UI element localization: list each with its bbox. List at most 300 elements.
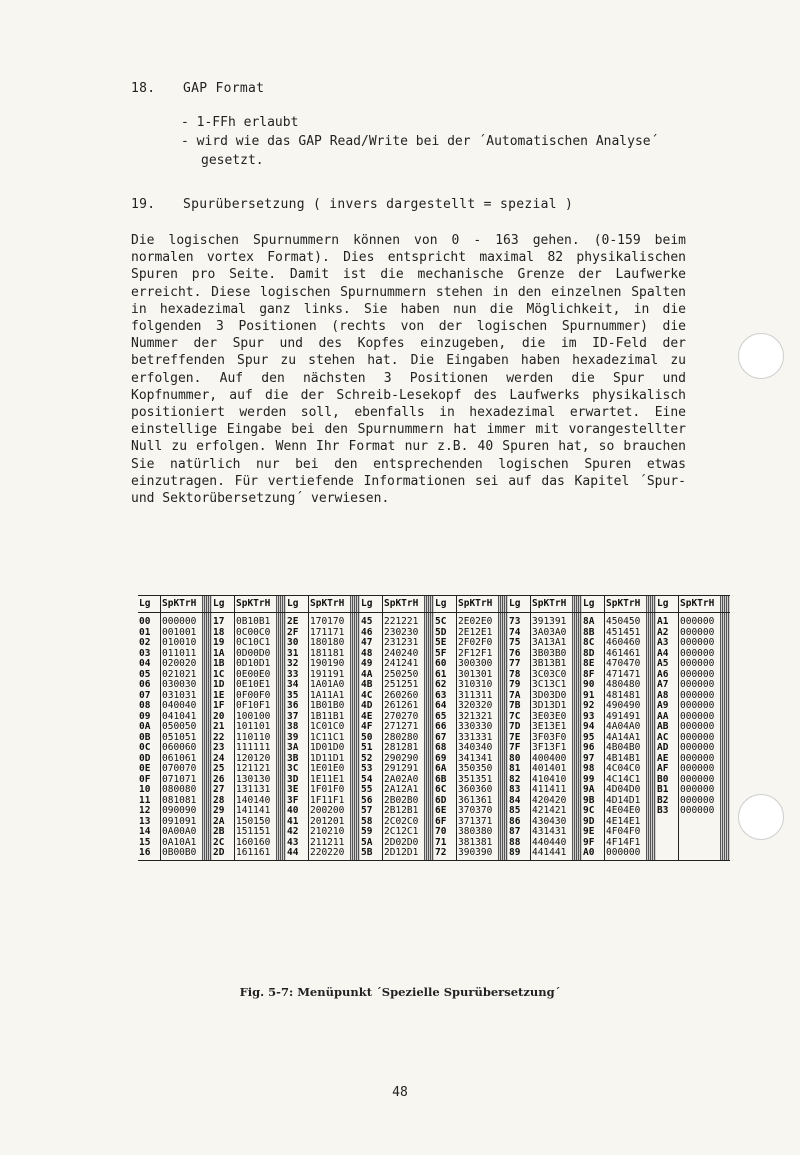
spktrh-cell[interactable]: 171171	[309, 628, 351, 639]
highlight-cell	[202, 785, 212, 796]
spktrh-cell[interactable]: 0A00A0	[161, 827, 203, 838]
spktrh-cell[interactable]: 3A13A1	[531, 638, 573, 649]
spktrh-cell[interactable]: 201201	[309, 817, 351, 828]
spktrh-cell[interactable]: 4B04B0	[605, 743, 647, 754]
logical-track-cell: 9F	[583, 837, 595, 848]
logical-track-cell: 1B	[213, 659, 225, 669]
spktrh-cell[interactable]: 000000	[679, 649, 721, 660]
logical-track-cell: 74	[509, 627, 521, 638]
spktrh-cell[interactable]: 100100	[235, 712, 277, 723]
spktrh-cell[interactable]: 2E02E0	[457, 613, 499, 628]
logical-track-cell: AF	[657, 764, 669, 774]
spktrh-cell[interactable]: 2E12E1	[457, 628, 499, 639]
spktrh-cell[interactable]: 351351	[457, 775, 499, 786]
spktrh-cell[interactable]: 4A04A0	[605, 722, 647, 733]
table-row	[138, 712, 730, 723]
highlight-cell	[424, 827, 434, 838]
spktrh-cell[interactable]: 0D10D1	[235, 659, 277, 670]
highlight-cell	[202, 733, 212, 744]
logical-track-cell: B0	[657, 774, 669, 785]
logical-track-cell: 6F	[435, 816, 447, 827]
highlight-cell	[424, 680, 434, 691]
spktrh-cell[interactable]: 2D12D1	[383, 848, 425, 860]
spktrh-cell[interactable]: 480480	[605, 680, 647, 691]
spktrh-cell[interactable]: 400400	[531, 754, 573, 765]
logical-track-cell: 58	[361, 816, 373, 827]
highlight-cell	[276, 754, 286, 765]
highlight-cell	[572, 817, 582, 828]
spktrh-cell[interactable]: 1E11E1	[309, 775, 351, 786]
spktrh-cell[interactable]: 450450	[605, 613, 647, 628]
spktrh-cell[interactable]: 081081	[161, 796, 203, 807]
spktrh-cell[interactable]: 371371	[457, 817, 499, 828]
spktrh-cell[interactable]: 061061	[161, 754, 203, 765]
logical-track-cell: 0A	[139, 722, 151, 732]
spktrh-cell[interactable]: 470470	[605, 659, 647, 670]
highlight-cell	[572, 764, 582, 775]
spktrh-cell[interactable]: 041041	[161, 712, 203, 723]
logical-track-cell: 2F	[287, 627, 299, 638]
spktrh-cell[interactable]: 1B01B0	[309, 701, 351, 712]
logical-track-cell: 79	[509, 680, 521, 690]
spktrh-cell[interactable]: 070070	[161, 764, 203, 775]
spktrh-cell[interactable]: 411411	[531, 785, 573, 796]
spktrh-cell[interactable]: 1B11B1	[309, 712, 351, 723]
highlight-cell	[572, 848, 582, 860]
highlight-cell	[498, 743, 508, 754]
spktrh-cell[interactable]: 401401	[531, 764, 573, 775]
column-header-spktrh: SpKTrH	[531, 596, 573, 613]
logical-track-cell: 29	[213, 806, 225, 816]
logical-track-cell: 5E	[435, 638, 447, 648]
highlight-cell	[498, 691, 508, 702]
spktrh-cell[interactable]: 000000	[679, 733, 721, 744]
spktrh-cell[interactable]: 000000	[679, 691, 721, 702]
logical-track-cell: 38	[287, 722, 299, 732]
highlight-cell	[498, 733, 508, 744]
logical-track-cell: 25	[213, 764, 225, 774]
spktrh-cell[interactable]: 1F11F1	[309, 796, 351, 807]
spktrh-cell[interactable]: 000000	[679, 613, 721, 628]
spktrh-cell[interactable]: 231231	[383, 638, 425, 649]
spktrh-cell[interactable]: 190190	[309, 659, 351, 670]
spktrh-cell[interactable]: 240240	[383, 649, 425, 660]
spktrh-cell[interactable]: 220220	[309, 848, 351, 860]
spktrh-cell[interactable]: 3F13F1	[531, 743, 573, 754]
spktrh-cell[interactable]: 1D01D0	[309, 743, 351, 754]
highlight-cell	[424, 754, 434, 765]
column-header-lg: Lg	[582, 596, 605, 613]
spktrh-cell[interactable]: 120120	[235, 754, 277, 765]
spktrh-cell[interactable]: 340340	[457, 743, 499, 754]
spktrh-cell[interactable]: 0C00C0	[235, 628, 277, 639]
spktrh-cell[interactable]: 230230	[383, 628, 425, 639]
spktrh-cell[interactable]: 0F00F0	[235, 691, 277, 702]
spktrh-cell[interactable]: 051051	[161, 733, 203, 744]
highlight-cell	[276, 712, 286, 723]
spktrh-cell[interactable]: 0B10B1	[235, 613, 277, 628]
spktrh-cell[interactable]: 451451	[605, 628, 647, 639]
spktrh-cell[interactable]: 131131	[235, 785, 277, 796]
spktrh-cell[interactable]: 421421	[531, 806, 573, 817]
spktrh-cell[interactable]: 260260	[383, 691, 425, 702]
spktrh-cell[interactable]: 050050	[161, 722, 203, 733]
spktrh-cell[interactable]: 300300	[457, 659, 499, 670]
spktrh-cell[interactable]: 440440	[531, 838, 573, 849]
spktrh-cell[interactable]: 270270	[383, 712, 425, 723]
spktrh-cell[interactable]: 3A03A0	[531, 628, 573, 639]
logical-track-cell: 56	[361, 795, 373, 806]
spktrh-cell[interactable]	[679, 827, 721, 838]
spktrh-cell[interactable]: 000000	[679, 743, 721, 754]
spktrh-cell[interactable]: 3E03E0	[531, 712, 573, 723]
spktrh-cell[interactable]: 490490	[605, 701, 647, 712]
highlight-cell	[276, 806, 286, 817]
highlight-cell	[202, 613, 212, 628]
logical-track-cell: 4F	[361, 722, 373, 732]
highlight-cell	[498, 613, 508, 628]
highlight-cell	[202, 848, 212, 860]
spktrh-cell[interactable]: 060060	[161, 743, 203, 754]
spktrh-cell[interactable]: 0E10E1	[235, 680, 277, 691]
spktrh-cell[interactable]: 101101	[235, 722, 277, 733]
spktrh-cell[interactable]: 000000	[679, 785, 721, 796]
highlight-cell	[498, 754, 508, 765]
logical-track-cell: 93	[583, 711, 595, 722]
highlight-cell	[350, 817, 360, 828]
spktrh-cell[interactable]: 471471	[605, 670, 647, 681]
spktrh-cell[interactable]: 000000	[679, 680, 721, 691]
spktrh-cell[interactable]: 3B13B1	[531, 659, 573, 670]
spktrh-cell[interactable]: 410410	[531, 775, 573, 786]
highlight-cell	[276, 796, 286, 807]
spktrh-cell[interactable]: 271271	[383, 722, 425, 733]
spktrh-cell[interactable]: 460460	[605, 638, 647, 649]
spktrh-cell[interactable]: 111111	[235, 743, 277, 754]
spktrh-cell[interactable]: 291291	[383, 764, 425, 775]
spktrh-cell[interactable]: 200200	[309, 806, 351, 817]
logical-track-cell: 98	[583, 764, 595, 774]
spktrh-cell[interactable]: 151151	[235, 827, 277, 838]
spktrh-cell[interactable]: 390390	[457, 848, 499, 860]
logical-track-cell: 7B	[509, 701, 521, 711]
spktrh-cell[interactable]: 011011	[161, 649, 203, 660]
logical-track-cell: 5D	[435, 627, 447, 638]
logical-track-cell: 0B	[139, 732, 151, 743]
spktrh-cell[interactable]: 350350	[457, 764, 499, 775]
spktrh-cell[interactable]: 1C11C1	[309, 733, 351, 744]
logical-track-cell: 05	[139, 669, 151, 680]
table-row	[138, 827, 730, 838]
spktrh-cell[interactable]: 2F02F0	[457, 638, 499, 649]
highlight-cell	[350, 848, 360, 860]
spktrh-cell[interactable]: 001001	[161, 628, 203, 639]
highlight-cell	[350, 649, 360, 660]
spktrh-cell[interactable]: 4D14D1	[605, 796, 647, 807]
logical-track-cell: 43	[287, 837, 299, 848]
spktrh-cell[interactable]: 0B00B0	[161, 848, 203, 860]
logical-track-cell: A1	[657, 616, 669, 627]
highlight-cell	[424, 628, 434, 639]
logical-track-cell: 08	[139, 701, 151, 711]
spktrh-cell[interactable]: 2B02B0	[383, 796, 425, 807]
logical-track-cell: 34	[287, 680, 299, 690]
logical-track-cell: 48	[361, 648, 373, 659]
highlight-cell	[572, 613, 582, 628]
spktrh-cell[interactable]: 121121	[235, 764, 277, 775]
spktrh-cell[interactable]: 090090	[161, 806, 203, 817]
spktrh-cell[interactable]: 250250	[383, 670, 425, 681]
logical-track-cell: 65	[435, 711, 447, 722]
spktrh-cell[interactable]: 140140	[235, 796, 277, 807]
highlight-cell	[424, 848, 434, 860]
spktrh-cell[interactable]: 0E00E0	[235, 670, 277, 681]
spktrh-cell[interactable]: 1D11D1	[309, 754, 351, 765]
spktrh-cell[interactable]: 251251	[383, 680, 425, 691]
spktrh-cell[interactable]: 1E01E0	[309, 764, 351, 775]
highlight-cell	[276, 659, 286, 670]
logical-track-cell: AD	[657, 743, 669, 753]
spktrh-cell[interactable]: 020020	[161, 659, 203, 670]
spktrh-cell[interactable]: 261261	[383, 701, 425, 712]
highlight-cell	[498, 649, 508, 660]
spktrh-cell[interactable]: 000000	[679, 775, 721, 786]
spktrh-cell[interactable]: 3B03B0	[531, 649, 573, 660]
spktrh-cell[interactable]: 180180	[309, 638, 351, 649]
logical-track-cell: 78	[509, 669, 521, 680]
spktrh-cell[interactable]: 4C04C0	[605, 764, 647, 775]
spktrh-cell[interactable]: 000000	[679, 628, 721, 639]
spktrh-cell[interactable]: 3C03C0	[531, 670, 573, 681]
spktrh-cell[interactable]: 031031	[161, 691, 203, 702]
logical-track-cell: 2A	[213, 816, 225, 827]
logical-track-cell: 23	[213, 743, 225, 753]
logical-track-cell: 82	[509, 774, 521, 785]
spktrh-cell[interactable]: 0C10C1	[235, 638, 277, 649]
spktrh-cell[interactable]: 211211	[309, 838, 351, 849]
highlight-cell	[720, 670, 730, 681]
logical-track-cell: 57	[361, 806, 373, 816]
spktrh-cell[interactable]: 310310	[457, 680, 499, 691]
logical-track-cell: 36	[287, 701, 299, 711]
highlight-cell	[350, 796, 360, 807]
logical-track-cell: B1	[657, 785, 669, 795]
table-row	[138, 638, 730, 649]
spktrh-cell[interactable]: 2C02C0	[383, 817, 425, 828]
highlight-cell	[720, 638, 730, 649]
logical-track-cell: 16	[138, 848, 161, 860]
spktrh-cell[interactable]: 160160	[235, 838, 277, 849]
highlight-cell	[646, 670, 656, 681]
spktrh-cell[interactable]: 3C13C1	[531, 680, 573, 691]
spktrh-cell[interactable]: 431431	[531, 827, 573, 838]
spktrh-cell[interactable]: 381381	[457, 838, 499, 849]
spktrh-cell[interactable]: 2A02A0	[383, 775, 425, 786]
highlight-cell	[498, 680, 508, 691]
spktrh-cell[interactable]	[679, 838, 721, 849]
spktrh-cell[interactable]: 241241	[383, 659, 425, 670]
spktrh-cell[interactable]: 331331	[457, 733, 499, 744]
spktrh-cell[interactable]: 000000	[679, 806, 721, 817]
highlight-cell	[572, 649, 582, 660]
highlight-cell	[646, 796, 656, 807]
spktrh-cell[interactable]: 3E13E1	[531, 722, 573, 733]
spktrh-cell[interactable]: 191191	[309, 670, 351, 681]
logical-track-cell: 80	[509, 753, 521, 764]
spktrh-cell[interactable]: 221221	[383, 613, 425, 628]
spktrh-cell[interactable]	[679, 848, 721, 860]
spktrh-cell[interactable]: 491491	[605, 712, 647, 723]
highlight-cell	[276, 743, 286, 754]
spktrh-cell[interactable]: 000000	[679, 712, 721, 723]
spktrh-cell[interactable]: 150150	[235, 817, 277, 828]
spktrh-cell[interactable]: 000000	[679, 722, 721, 733]
logical-track-cell: 70	[435, 827, 447, 837]
table-row	[138, 680, 730, 691]
spktrh-cell[interactable]: 330330	[457, 722, 499, 733]
logical-track-cell: 9C	[583, 806, 595, 816]
spktrh-cell[interactable]: 311311	[457, 691, 499, 702]
highlight-cell	[646, 848, 656, 860]
logical-track-cell: 3C	[287, 764, 299, 774]
spktrh-cell[interactable]: 420420	[531, 796, 573, 807]
highlight-cell	[720, 827, 730, 838]
highlight-cell	[202, 691, 212, 702]
spktrh-cell[interactable]: 000000	[679, 701, 721, 712]
spktrh-cell[interactable]: 141141	[235, 806, 277, 817]
logical-track-cell: 1E	[213, 690, 225, 701]
spktrh-cell[interactable]: 301301	[457, 670, 499, 681]
page-number: 48	[392, 1085, 408, 1100]
spktrh-cell[interactable]	[679, 817, 721, 828]
spktrh-cell[interactable]: 021021	[161, 670, 203, 681]
spktrh-cell[interactable]: 2D02D0	[383, 838, 425, 849]
logical-track-cell: 02	[139, 638, 151, 648]
spktrh-cell[interactable]: 1C01C0	[309, 722, 351, 733]
spktrh-cell[interactable]: 2A12A1	[383, 785, 425, 796]
spktrh-cell[interactable]: 181181	[309, 649, 351, 660]
spktrh-cell[interactable]: 071071	[161, 775, 203, 786]
spktrh-cell[interactable]: 000000	[679, 659, 721, 670]
spktrh-cell[interactable]: 3D03D0	[531, 691, 573, 702]
highlight-cell	[276, 764, 286, 775]
logical-track-cell: 10	[139, 785, 151, 795]
spktrh-cell[interactable]: 0A10A1	[161, 838, 203, 849]
highlight-cell	[202, 764, 212, 775]
spktrh-cell[interactable]: 4D04D0	[605, 785, 647, 796]
logical-track-cell: 18	[213, 627, 225, 638]
table-row	[138, 817, 730, 828]
spktrh-cell[interactable]: 461461	[605, 649, 647, 660]
spktrh-cell[interactable]: 321321	[457, 712, 499, 723]
spktrh-cell[interactable]: 091091	[161, 817, 203, 828]
logical-track-cell: A9	[657, 701, 669, 711]
spktrh-cell[interactable]: 170170	[309, 613, 351, 628]
spktrh-cell[interactable]: 4A14A1	[605, 733, 647, 744]
logical-track-cell: 3E	[287, 785, 299, 795]
punch-hole-bottom	[738, 794, 784, 840]
column-header-spktrh: SpKTrH	[457, 596, 499, 613]
spktrh-cell[interactable]: 0D00D0	[235, 649, 277, 660]
spktrh-cell[interactable]: 280280	[383, 733, 425, 744]
spktrh-cell[interactable]: 000000	[679, 796, 721, 807]
spktrh-cell[interactable]: 2F12F1	[457, 649, 499, 660]
spktrh-cell[interactable]: 010010	[161, 638, 203, 649]
spktrh-cell[interactable]: 110110	[235, 733, 277, 744]
spktrh-cell[interactable]: 290290	[383, 754, 425, 765]
spktrh-cell[interactable]: 000000	[679, 764, 721, 775]
spktrh-cell[interactable]: 161161	[235, 848, 277, 860]
logical-track-cell: A8	[657, 690, 669, 701]
spktrh-cell[interactable]: 000000	[679, 638, 721, 649]
highlight-cell	[498, 722, 508, 733]
spktrh-cell[interactable]: 3D13D1	[531, 701, 573, 712]
spktrh-cell[interactable]: 3F03F0	[531, 733, 573, 744]
spktrh-cell[interactable]: 2B12B1	[383, 806, 425, 817]
spktrh-cell[interactable]: 000000	[605, 848, 647, 860]
spktrh-cell[interactable]: 4F04F0	[605, 827, 647, 838]
spktrh-cell[interactable]: 000000	[679, 754, 721, 765]
body-text: Die logischen Spurnummern können von 0 - 163 gehen. (0-159 beim normalen vortex Format). Dies entspricht maximal 82 physikalischen Spuren pro Seite. Damit ist die mechanische Grenze der Laufwerke erreicht. Diese logischen Spurnummern stehen in den einzelnen Spalten in hexadezimal ganz links. Sie haben nun die Möglichkeit, in die folgenden 3 Positionen (rechts von der logischen Spurnummer) die Nummer der Spur und des Kopfes einzugeben, die im ID-Feld der betreffenden Spur zu stehen hat. Die Eingaben haben hexadezimal zu erfolgen. Auf den nächsten 3 Positionen werden die Spur und Kopfnummer, auf die der Schreib-Lesekopf des Laufwerks physikalisch positioniert werden soll, ebenfalls in hexadezimal erwartet. Eine einstellige Eingabe bei den Spurnummern hat immer mit vorangestellter Null zu erfolgen. Wenn Ihr Format nur z.B. 40 Spuren hat, so brauchen Sie natürlich nur bei den entsprechenden logischen Spuren etwas einzutragen. Für vertiefende Informationen sei auf das Kapitel ´Spur- und Sektorübersetzung´ verwiesen.	[131, 233, 686, 507]
spktrh-cell[interactable]: 000000	[679, 670, 721, 681]
logical-track-cell: 33	[287, 669, 299, 680]
spktrh-cell[interactable]: 360360	[457, 785, 499, 796]
spktrh-cell[interactable]: 341341	[457, 754, 499, 765]
spktrh-cell[interactable]: 2C12C1	[383, 827, 425, 838]
column-header-lg: Lg	[286, 596, 309, 613]
logical-track-cell: 40	[287, 806, 299, 816]
spktrh-cell[interactable]: 281281	[383, 743, 425, 754]
spktrh-cell[interactable]: 1A11A1	[309, 691, 351, 702]
spktrh-cell[interactable]: 130130	[235, 775, 277, 786]
highlight-cell	[350, 743, 360, 754]
spktrh-cell[interactable]: 391391	[531, 613, 573, 628]
highlight-cell	[202, 712, 212, 723]
highlight-cell	[424, 649, 434, 660]
spktrh-cell[interactable]: 4E14E1	[605, 817, 647, 828]
spktrh-cell[interactable]: 380380	[457, 827, 499, 838]
highlight-cell	[424, 722, 434, 733]
logical-track-cell: 04	[139, 659, 151, 669]
highlight-cell	[350, 775, 360, 786]
spktrh-cell[interactable]: 320320	[457, 701, 499, 712]
spktrh-cell[interactable]: 000000	[161, 613, 203, 628]
spktrh-cell[interactable]: 370370	[457, 806, 499, 817]
highlight-cell	[424, 785, 434, 796]
spktrh-cell[interactable]: 481481	[605, 691, 647, 702]
spktrh-cell[interactable]: 0F10F1	[235, 701, 277, 712]
spktrh-cell[interactable]: 210210	[309, 827, 351, 838]
spktrh-cell[interactable]: 030030	[161, 680, 203, 691]
spktrh-cell[interactable]: 441441	[531, 848, 573, 860]
spktrh-cell[interactable]: 430430	[531, 817, 573, 828]
spktrh-cell[interactable]: 1A01A0	[309, 680, 351, 691]
spktrh-cell[interactable]: 4B14B1	[605, 754, 647, 765]
spktrh-cell[interactable]: 040040	[161, 701, 203, 712]
spktrh-cell[interactable]: 1F01F0	[309, 785, 351, 796]
highlight-cell	[498, 764, 508, 775]
highlight-cell	[572, 754, 582, 765]
highlight-cell	[202, 775, 212, 786]
spktrh-cell[interactable]: 080080	[161, 785, 203, 796]
spktrh-cell[interactable]: 4F14F1	[605, 838, 647, 849]
spktrh-cell[interactable]: 361361	[457, 796, 499, 807]
spktrh-cell[interactable]: 4C14C1	[605, 775, 647, 786]
logical-track-cell: 17	[213, 616, 225, 627]
spktrh-cell[interactable]: 4E04E0	[605, 806, 647, 817]
highlight-cell	[572, 691, 582, 702]
table-row	[138, 628, 730, 639]
